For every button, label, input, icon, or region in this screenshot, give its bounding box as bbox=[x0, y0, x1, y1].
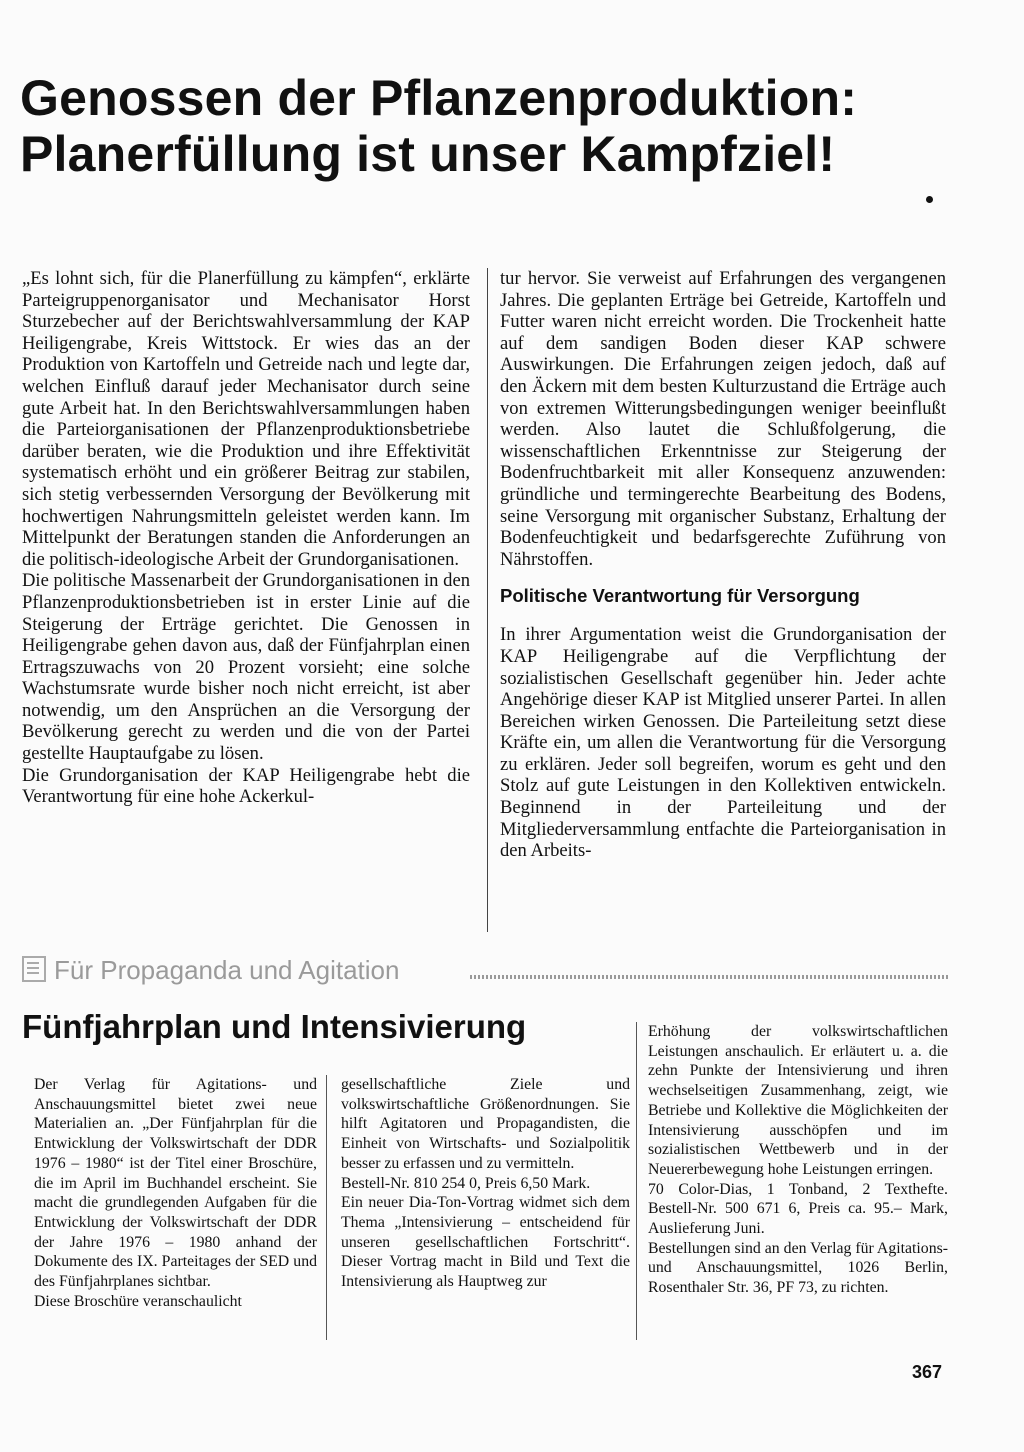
headline-line-2: Planerfüllung ist unser Kampfziel! bbox=[20, 126, 836, 182]
section-divider bbox=[470, 975, 948, 979]
column-divider bbox=[487, 268, 488, 932]
bullet-dot bbox=[926, 196, 933, 203]
page-number: 367 bbox=[912, 1362, 943, 1382]
paragraph: gesellschaftliche Ziele und volkswirtschaftliche Größenordnungen. Sie hilft Agitatoren und Propagandisten, die Einheit von Wirtschafts- und Sozialpolitik besser zu erfassen und zu vermitteln. bbox=[341, 1076, 630, 1172]
subheading: Politische Verantwortung für Versorgung bbox=[500, 585, 860, 607]
headline-line-1: Genossen der Pflanzenproduktion: bbox=[20, 70, 858, 126]
headline bbox=[20, 70, 980, 182]
section-label-text: Für Propaganda und Agitation bbox=[54, 955, 400, 985]
paragraph: Ein neuer Dia-Ton-Vortrag widmet sich dem Thema „Intensivierung – entscheidend für unseren gesellschaftlichen Fortschritt“. Dieser Vortrag macht in Bild und Text die Intensivierung als Hauptweg zur bbox=[341, 1194, 630, 1291]
paragraph: 70 Color-Dias, 1 Tonband, 2 Texthefte. Bestell-Nr. 500 671 6, Preis ca. 95.– Mark, Auslieferung Juni. bbox=[648, 1180, 948, 1238]
paragraph: Die Grundorganisation der KAP Heiligengrabe hebt die Verantwortung für eine hohe Ackerkul- bbox=[22, 764, 470, 808]
article-2-title: Fünfjahrplan und Intensivierung bbox=[22, 1008, 527, 1045]
column-divider bbox=[636, 1022, 637, 1340]
document-icon bbox=[22, 956, 46, 982]
article-column-1 bbox=[22, 268, 470, 808]
paragraph: Erhöhung der volkswirtschaftlichen Leistungen anschaulich. Er erläutert u. a. die zehn Punkte der Intensivierung und ihren wechselseitigen Zusammenhang, zeigt, wie Betriebe und Kollektive die Möglichkeiten der Intensivierung ausschöpfen und im sozialistischen Wettbewerb und in der Neuererbewegung hohe Leistungen erringen. bbox=[648, 1023, 948, 1178]
paragraph: In ihrer Argumentation weist die Grundorganisation der KAP Heiligengrabe auf die Verpflichtung der sozialistischen Gesellschaft gegenüber hin. Jeder achte Angehörige dieser KAP ist Mitglied unserer Partei. In allen Bereichen wirken Genossen. Die Parteileitung setzt diese Kräfte ein, um allen die Verantwortung für die Versorgung zu erklären. Jeder soll begreifen, worum es geht und den Stolz auf gute Leistungen in den Kollektiven entwickeln. Beginnend in der Parteileitung und der Mitgliederversammlung entfachte die Parteiorganisation in den Arbeits- bbox=[500, 624, 946, 862]
paragraph: Die politische Massenarbeit der Grundorganisationen in den Pflanzenproduktionsbetrieben ist in erster Linie auf die Steigerung der Erträge gerichtet. Die Genossen in Heiligengrabe gehen davon aus, daß der Fünfjahrplan einen Ertragszuwachs von 20 Prozent vorsieht; eine solche Wachstumsrate wurde bisher noch nicht erreicht, ist aber notwendig, um den Ansprüchen an die Versorgung der Bevölkerung gerecht zu werden und die von der Partei gestellte Hauptaufgabe zu lösen. bbox=[22, 570, 470, 765]
paragraph: Bestell-Nr. 810 254 0, Preis 6,50 Mark. bbox=[341, 1174, 591, 1192]
paragraph: Der Verlag für Agitations- und Anschauungsmittel bietet zwei neue Materialien an. „Der Fünfjahrplan für die Entwicklung der Volkswirtschaft der DDR 1976 – 1980“ ist der Titel einer Broschüre, die im April im Buchhandel erscheint. Sie macht die grundlegenden Aufgaben für die Entwicklung der Volkswirtschaft der DDR der Jahre 1976 – 1980 anhand der Dokumente des IX. Parteitages der SED und des Fünfjahrplanes sichtbar. bbox=[34, 1076, 317, 1291]
article-column-2 bbox=[500, 268, 946, 862]
article-2-column-1 bbox=[34, 1075, 317, 1311]
column-divider bbox=[326, 1075, 327, 1340]
section-label bbox=[22, 955, 399, 986]
paragraph: Diese Broschüre veranschaulicht bbox=[34, 1292, 242, 1310]
paragraph: Bestellungen sind an den Verlag für Agitations- und Anschauungsmittel, 1026 Berlin, Rosenthaler Str. 36, PF 73, zu richten. bbox=[648, 1239, 948, 1297]
paragraph: tur hervor. Sie verweist auf Erfahrungen des vergangenen Jahres. Die geplanten Erträge bei Getreide, Kartoffeln und Futter waren nicht erreicht worden. Die Trockenheit hatte auf dem sandigen Boden dieser KAP schwere Auswirkungen. Die Erfahrungen zeigen jedoch, daß auf den Äckern mit dem besten Kulturzustand die Erträge auch von extremen Witterungsbedingungen weniger beeinflußt werden. Also lautet die Schlußfolgerung, die wissenschaftlichen Erkenntnisse zur Steigerung der Bodenfruchtbarkeit mit aller Konsequenz anzuwenden: gründliche und termingerechte Bearbeitung des Bodens, seine Versorgung mit organischer Substanz, Erhaltung der Bodenfeuchtigkeit und bedarfsgerechte Zuführung von Nährstoffen. bbox=[500, 268, 946, 570]
article-2-column-2 bbox=[341, 1075, 630, 1292]
article-2-column-3 bbox=[648, 1022, 948, 1298]
paragraph: „Es lohnt sich, für die Planerfüllung zu kämpfen“, erklärte Parteigruppenorganisator und Mechanisator Horst Sturzebecher auf der Berichtswahlversammlung der KAP Heiligengrabe, Kreis Wittstock. Er wies das an der Produktion von Kartoffeln und Getreide nach und legte dar, welchen Einfluß darauf jeder Mechanisator durch seine gute Arbeit hat. In den Berichtswahlversammlungen haben die Parteiorganisationen der Pflanzenproduktionsbetriebe darüber beraten, wie die Produktion und ihre Effektivität systematisch erhöht und ein größerer Beitrag zur stabilen, sich stetig verbessernden Versorgung der Bevölkerung mit hochwertigen Nahrungsmitteln geleistet werden kann. Im Mittelpunkt der Beratungen standen die Anforderungen an die politisch-ideologische Arbeit der Grundorganisationen. bbox=[22, 268, 470, 570]
